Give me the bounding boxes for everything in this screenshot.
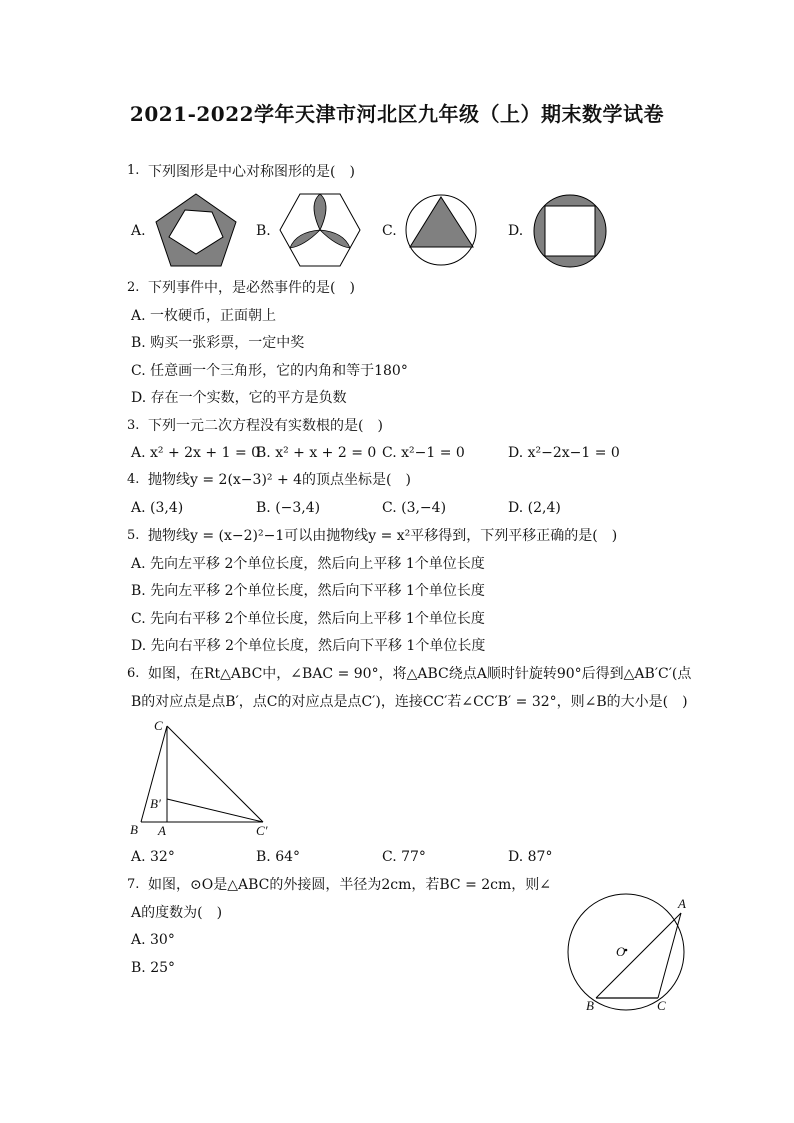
q6-option-d: D. 87° (508, 849, 553, 865)
q4-number: 4. (127, 472, 140, 487)
q4-stem: 抛物线y = 2(x−3)² + 4的顶点坐标是( ) (148, 472, 411, 488)
q1-option-c-label: C. (382, 223, 397, 239)
q7-option-a: A. 30° (131, 932, 175, 948)
q1-option-a-label: A. (131, 223, 146, 239)
q7-label-a: A (678, 896, 686, 911)
q2-stem: 下列事件中，是必然事件的是( ) (148, 280, 355, 296)
q7-label-b: B (586, 998, 594, 1013)
q1-stem: 下列图形是中心对称图形的是( ) (148, 164, 355, 180)
q2-number: 2. (127, 280, 140, 295)
q3-option-a: A. x² + 2x + 1 = 0 (131, 445, 261, 461)
q2-option-d: D. 存在一个实数，它的平方是负数 (131, 390, 347, 406)
q5-option-b: B. 先向左平移 2个单位长度，然后向下平移 1个单位长度 (131, 583, 485, 599)
q6-option-c: C. 77° (382, 849, 426, 865)
q4-option-c: C. (3,−4) (382, 500, 447, 516)
q7-option-b: B. 25° (131, 960, 176, 976)
circumcircle-figure (560, 894, 700, 1016)
q6-label-a: A (158, 823, 166, 838)
q4-option-d: D. (2,4) (508, 500, 561, 516)
q6-label-b: B (130, 822, 138, 837)
q1-number: 1. (127, 163, 140, 178)
q7-label-o: O (616, 944, 626, 959)
q7-label-c: C (657, 998, 666, 1013)
q6-label-b-prime: B′ (150, 796, 161, 811)
q5-option-d: D. 先向右平移 2个单位长度，然后向下平移 1个单位长度 (131, 638, 486, 654)
q6-number: 6. (127, 666, 140, 681)
q6-option-a: A. 32° (131, 849, 175, 865)
q6-label-c: C (154, 718, 163, 733)
pentagon-figure (153, 192, 239, 268)
q6-label-c-prime: C′ (256, 823, 268, 838)
q1-option-b-label: B. (256, 223, 271, 239)
q5-option-c: C. 先向右平移 2个单位长度，然后向上平移 1个单位长度 (131, 611, 485, 627)
q3-option-d: D. x²−2x−1 = 0 (508, 445, 620, 461)
q6-stem-line1: 如图，在Rt△ABC中，∠BAC = 90°，将△ABC绕点A顺时针旋转90°后得到△AB′C′(点 (148, 666, 692, 682)
q6-stem-line2: B的对应点是点B′，点C的对应点是点C′)，连接CC′若∠CC′B′ = 32°，则∠B的大小是( ) (131, 694, 688, 710)
q3-number: 3. (127, 418, 140, 433)
q2-option-a: A. 一枚硬币，正面朝上 (131, 308, 277, 324)
q3-stem: 下列一元二次方程没有实数根的是( ) (148, 418, 383, 434)
q2-option-c: C. 任意画一个三角形，它的内角和等于180° (131, 363, 408, 379)
q7-stem-line1: 如图，⊙O是△ABC的外接圆，半径为2cm，若BC = 2cm，则∠ (148, 877, 552, 893)
q5-number: 5. (127, 528, 140, 543)
q3-option-c: C. x²−1 = 0 (382, 445, 465, 461)
q7-stem-line2: A的度数为( ) (131, 905, 223, 921)
circle-triangle-figure (404, 193, 478, 267)
circle-square-figure (533, 194, 607, 268)
q7-number: 7. (127, 877, 140, 892)
q4-option-a: A. (3,4) (131, 500, 184, 516)
q2-option-b: B. 购买一张彩票，一定中奖 (131, 335, 305, 351)
q1-option-d-label: D. (508, 223, 524, 239)
q6-option-b: B. 64° (256, 849, 301, 865)
q5-stem: 抛物线y = (x−2)²−1可以由抛物线y = x²平移得到，下列平移正确的是( ) (148, 528, 618, 544)
q4-option-b: B. (−3,4) (256, 500, 321, 516)
q3-option-b: B. x² + x + 2 = 0 (256, 445, 377, 461)
page-title: 2021-2022学年天津市河北区九年级（上）期末数学试卷 (129, 102, 665, 126)
q5-option-a: A. 先向左平移 2个单位长度，然后向上平移 1个单位长度 (131, 556, 485, 572)
hexagon-petal-figure (278, 192, 362, 268)
